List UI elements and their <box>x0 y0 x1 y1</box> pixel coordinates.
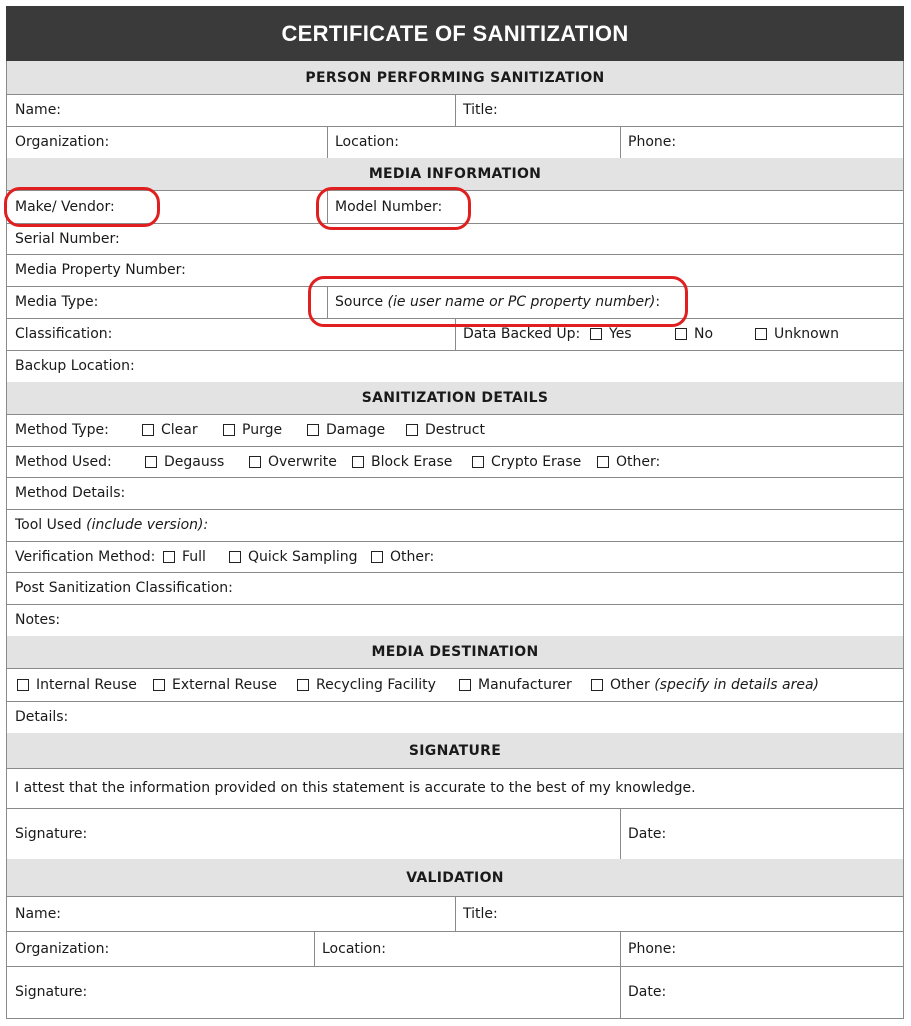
checkbox-icon[interactable] <box>297 679 309 691</box>
source-colon: : <box>655 294 661 310</box>
person-row-name <box>6 94 904 127</box>
media-row-backup-location <box>6 350 904 383</box>
checkbox-icon[interactable] <box>145 456 157 468</box>
manufacturer-option[interactable]: Manufacturer <box>459 668 572 701</box>
person-title-field[interactable]: Title: <box>463 102 498 118</box>
method-type-label: Method Type: <box>15 422 109 438</box>
checkbox-icon[interactable] <box>371 551 383 563</box>
destination-options-row <box>6 668 904 702</box>
backup-yes-option[interactable]: Yes <box>590 318 632 350</box>
recycling-facility-option[interactable]: Recycling Facility <box>297 668 436 701</box>
attest-row <box>6 768 904 809</box>
destination-other-option[interactable]: Other (specify in details area) <box>591 668 819 701</box>
method-used-label: Method Used: <box>15 453 112 470</box>
method-purge-option[interactable]: Purge <box>223 414 282 446</box>
checkbox-icon[interactable] <box>590 328 602 340</box>
source-note: (ie user name or PC property number) <box>387 294 656 310</box>
method-used-row <box>6 446 904 478</box>
checkbox-icon[interactable] <box>352 456 364 468</box>
backup-unknown-option[interactable]: Unknown <box>755 318 839 350</box>
method-other-option[interactable]: Other: <box>597 446 660 477</box>
person-location-field[interactable]: Location: <box>335 134 399 150</box>
checkbox-icon[interactable] <box>307 424 319 436</box>
backup-location-field[interactable]: Backup Location: <box>15 358 135 374</box>
media-property-number-field[interactable]: Media Property Number: <box>15 262 186 278</box>
overwrite-option[interactable]: Overwrite <box>249 446 337 477</box>
data-backed-up-label: Data Backed Up: <box>463 326 581 342</box>
checkbox-icon[interactable] <box>163 551 175 563</box>
validation-location-field[interactable]: Location: <box>322 940 386 957</box>
make-vendor-field[interactable]: Make/ Vendor: <box>15 198 115 215</box>
tool-used-field[interactable] <box>7 509 903 541</box>
model-number-field[interactable]: Model Number: <box>335 198 443 215</box>
notes-field[interactable]: Notes: <box>15 612 61 628</box>
section-signature-header: SIGNATURE <box>6 733 904 769</box>
source-label: Source <box>335 294 384 310</box>
person-phone-field[interactable]: Phone: <box>628 134 677 150</box>
crypto-erase-option[interactable]: Crypto Erase <box>472 446 581 477</box>
degauss-option[interactable]: Degauss <box>145 446 224 477</box>
media-type-field[interactable]: Media Type: <box>15 294 99 310</box>
method-details-row <box>6 477 904 510</box>
validation-row-signature <box>6 966 904 1019</box>
notes-row <box>6 604 904 637</box>
verification-quick-option[interactable]: Quick Sampling <box>229 541 358 572</box>
verification-full-option[interactable]: Full <box>163 541 206 572</box>
method-damage-option[interactable]: Damage <box>307 414 385 446</box>
destination-other-note: (specify in details area) <box>654 676 820 693</box>
form-title: CERTIFICATE OF SANITIZATION <box>6 6 904 61</box>
validation-row-name <box>6 896 904 932</box>
highlight-make-vendor <box>4 187 160 227</box>
method-clear-option[interactable]: Clear <box>142 414 198 446</box>
checkbox-icon[interactable] <box>249 456 261 468</box>
checkbox-icon[interactable] <box>153 679 165 691</box>
checkbox-icon[interactable] <box>597 456 609 468</box>
validation-name-field[interactable]: Name: <box>15 905 62 922</box>
backup-no-option[interactable]: No <box>675 318 713 350</box>
validation-phone-field[interactable]: Phone: <box>628 940 677 957</box>
signature-date-field[interactable]: Date: <box>628 825 667 842</box>
method-type-row <box>6 414 904 447</box>
highlight-model-number <box>316 187 471 230</box>
post-classification-field[interactable]: Post Sanitization Classification: <box>15 580 233 596</box>
post-classification-row <box>6 572 904 605</box>
checkbox-icon[interactable] <box>755 328 767 340</box>
destination-details-field[interactable]: Details: <box>15 709 69 725</box>
verification-row <box>6 541 904 573</box>
section-destination-header: MEDIA DESTINATION <box>6 636 904 669</box>
checkbox-icon[interactable] <box>229 551 241 563</box>
section-person-header: PERSON PERFORMING SANITIZATION <box>6 61 904 95</box>
classification-field[interactable]: Classification: <box>15 326 113 342</box>
verification-label: Verification Method: <box>15 548 156 565</box>
method-details-field[interactable]: Method Details: <box>15 485 126 501</box>
validation-signature-field[interactable]: Signature: <box>15 984 88 1000</box>
external-reuse-option[interactable]: External Reuse <box>153 668 277 701</box>
validation-row-org <box>6 931 904 967</box>
signature-field[interactable]: Signature: <box>15 825 88 842</box>
checkbox-icon[interactable] <box>17 679 29 691</box>
checkbox-icon[interactable] <box>675 328 687 340</box>
checkbox-icon[interactable] <box>406 424 418 436</box>
checkbox-icon[interactable] <box>223 424 235 436</box>
block-erase-option[interactable]: Block Erase <box>352 446 452 477</box>
validation-title-field[interactable]: Title: <box>463 905 498 922</box>
person-row-org <box>6 126 904 159</box>
validation-date-field[interactable]: Date: <box>628 984 667 1000</box>
highlight-source <box>308 276 688 327</box>
destination-details-row <box>6 701 904 734</box>
tool-used-note: (include version): <box>86 517 209 533</box>
tool-used-row <box>6 509 904 542</box>
section-media-header: MEDIA INFORMATION <box>6 158 904 191</box>
attest-statement: I attest that the information provided on this statement is accurate to the best of my knowledge. <box>15 780 696 796</box>
checkbox-icon[interactable] <box>472 456 484 468</box>
section-validation-header: VALIDATION <box>6 859 904 897</box>
checkbox-icon[interactable] <box>591 679 603 691</box>
person-name-field[interactable]: Name: <box>15 102 62 118</box>
signature-row <box>6 808 904 860</box>
serial-number-field[interactable]: Serial Number: <box>15 230 120 247</box>
person-organization-field[interactable]: Organization: <box>15 134 110 150</box>
checkbox-icon[interactable] <box>142 424 154 436</box>
internal-reuse-option[interactable]: Internal Reuse <box>17 668 137 701</box>
method-destruct-option[interactable]: Destruct <box>406 414 485 446</box>
tool-used-label: Tool Used <box>15 517 82 533</box>
section-sanitization-header: SANITIZATION DETAILS <box>6 382 904 415</box>
checkbox-icon[interactable] <box>459 679 471 691</box>
validation-organization-field[interactable]: Organization: <box>15 940 110 957</box>
verification-other-option[interactable]: Other: <box>371 541 434 572</box>
